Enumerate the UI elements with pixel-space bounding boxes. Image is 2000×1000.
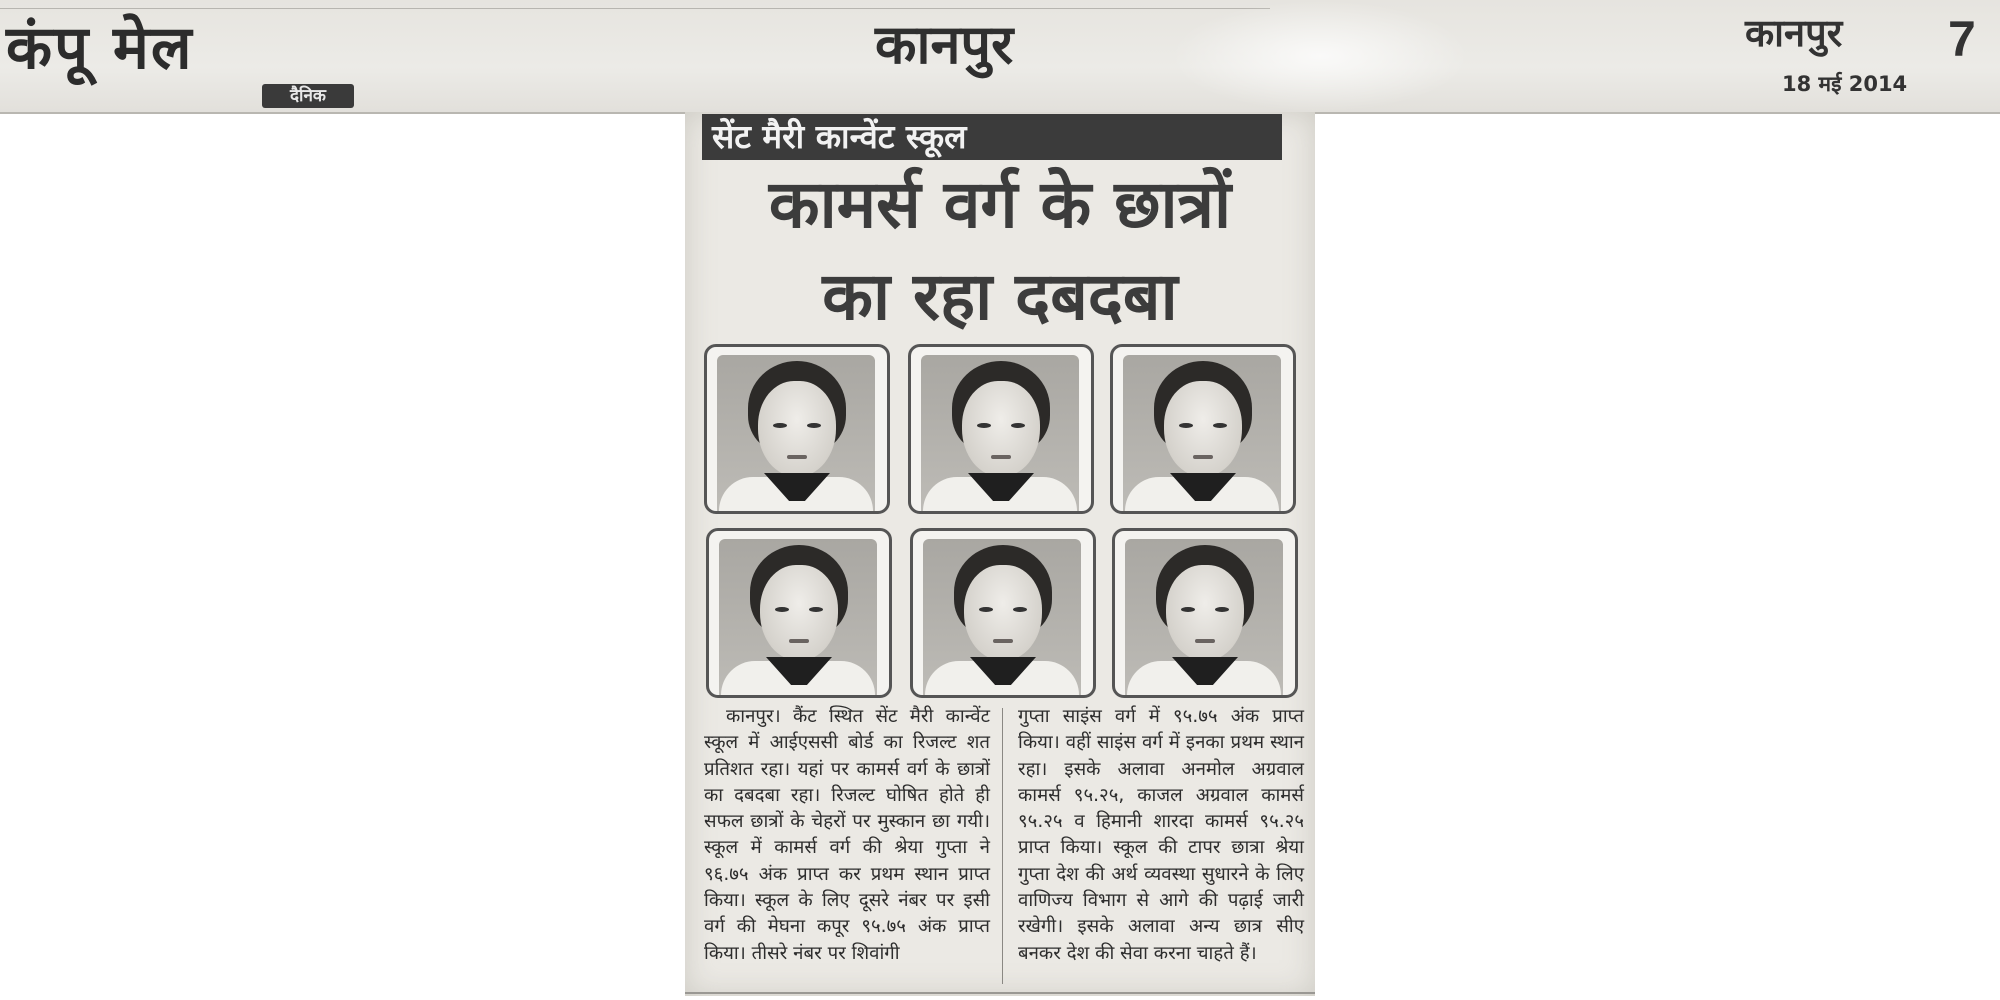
article-body-text: कानपुर। कैंट स्थित सेंट मैरी कान्वेंट स्कूल में आईएससी बोर्ड का रिजल्ट शत प्रतिशत रहा। यहां पर कामर्स वर्ग के छात्रों का दबदबा रहा। रिजल्ट घोषित होते ही सफल छात्रों के चेहरों पर मुस्कान छा गयी। स्कूल में कामर्स वर्ग की श्रेया गुप्ता ने ९६.७५ अंक प्राप्त कर प्रथम स्थान प्राप्त किया। स्कूल के लिए दूसरे नंबर पर इसी वर्ग की मेघना कपूर ९५.७५ अंक प्राप्त किया। तीसरे नंबर पर शिवांगी [704, 706, 990, 964]
edition-city-right: कानपुर [1745, 11, 1843, 55]
article-clipping [685, 112, 1315, 996]
student-photo-grid [704, 344, 1298, 700]
headline-line-2: का रहा दबदबा [822, 258, 1178, 335]
publication-date: 18 मई 2014 [1782, 72, 1908, 96]
newspaper-masthead [0, 0, 2000, 114]
newspaper-logo-subtitle: दैनिक [262, 84, 354, 108]
headline-line-1: कामर्स वर्ग के छात्रों [768, 166, 1232, 243]
article-column-left [704, 704, 990, 967]
newspaper-logo: कंपू मेल [6, 13, 194, 83]
student-photo [1110, 344, 1296, 514]
student-photo [704, 344, 890, 514]
column-divider [1002, 708, 1003, 984]
student-photo [908, 344, 1094, 514]
student-photo [910, 528, 1096, 698]
article-bottom-rule [685, 992, 1315, 994]
student-photo [706, 528, 892, 698]
student-photo [1112, 528, 1298, 698]
article-kicker: सेंट मैरी कान्वेंट स्कूल [702, 114, 1282, 160]
article-column-right [1018, 704, 1304, 967]
page-number: 7 [1948, 11, 1976, 67]
article-body-text: गुप्ता साइंस वर्ग में ९५.७५ अंक प्राप्त किया। वहीं साइंस वर्ग में इनका प्रथम स्थान रहा। इसके अलावा अनमोल अग्रवाल कामर्स ९५.२५, काजल अग्रवाल कामर्स ९५.२५ व हिमानी शारदा कामर्स ९५.२५ प्राप्त किया। स्कूल की टापर छात्रा श्रेया गुप्ता देश की अर्थ व्यवस्था सुधारने के लिए वाणिज्य विभाग से आगे की पढ़ाई जारी रखेगी। इसके अलावा अन्य छात्र सीए बनकर देश की सेवा करना चाहते हैं। [1018, 706, 1304, 964]
edition-city-center: कानपुर [875, 13, 1014, 76]
